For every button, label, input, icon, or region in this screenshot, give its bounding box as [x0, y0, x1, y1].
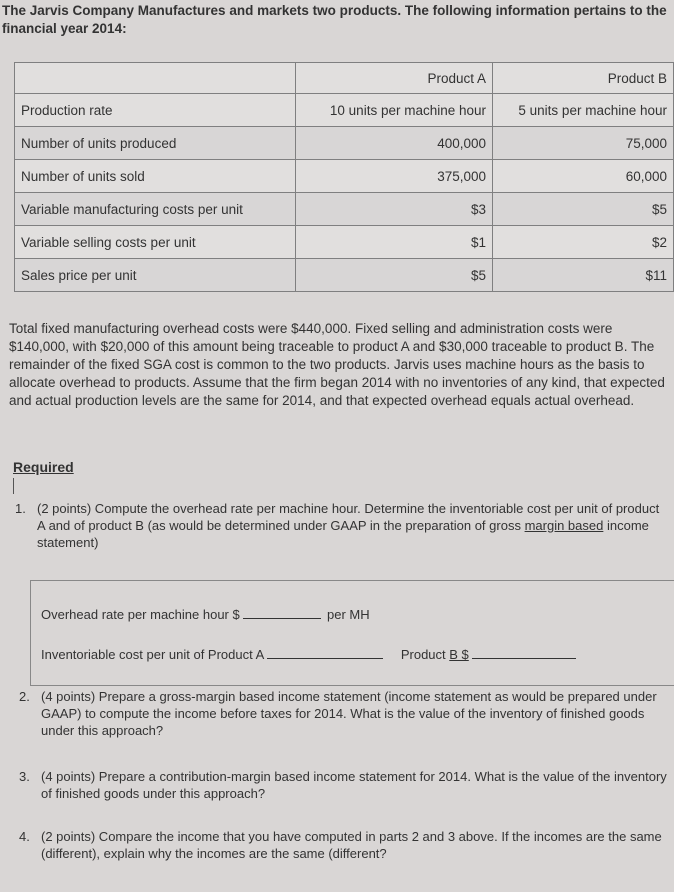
product-b-value: $5 — [493, 193, 674, 226]
product-b-value: $11 — [493, 259, 674, 292]
inventoriable-cost-b-blank[interactable] — [472, 658, 576, 659]
product-a-value: 375,000 — [296, 160, 493, 193]
inventoriable-cost-a-blank[interactable] — [267, 658, 383, 659]
overhead-rate-blank[interactable] — [243, 618, 321, 619]
intro-line-1: The Jarvis Company Manufactures and markets two products. The following information pertains to the — [2, 3, 667, 18]
inventoriable-cost-b-prefix: Product — [400, 647, 450, 662]
question-number: 4. — [19, 829, 30, 844]
product-b-value: 5 units per machine hour — [493, 94, 674, 127]
product-a-value: $1 — [296, 226, 493, 259]
product-a-value: $3 — [296, 193, 493, 226]
row-label: Production rate — [15, 94, 296, 127]
question-number: 3. — [19, 769, 30, 784]
row-label: Sales price per unit — [15, 259, 296, 292]
question-underlined-text: margin based — [524, 518, 604, 533]
product-b-value: 60,000 — [493, 160, 674, 193]
header-product-b: Product B — [493, 63, 674, 94]
overhead-rate-unit: per MH — [326, 607, 370, 622]
table-row — [15, 226, 674, 259]
question-4 — [19, 828, 669, 862]
table-row — [15, 259, 674, 292]
overhead-rate-label: Overhead rate per machine hour $ — [41, 607, 240, 622]
question-text-tail: income statement) — [37, 518, 649, 550]
row-label: Variable selling costs per unit — [15, 226, 296, 259]
table-row — [15, 193, 674, 226]
product-a-value: $5 — [296, 259, 493, 292]
table-row — [15, 94, 674, 127]
question-2 — [19, 688, 669, 739]
cursor-mark — [13, 478, 14, 494]
intro-text — [2, 2, 674, 38]
question-text: (2 points) Compare the income that you have computed in parts 2 and 3 above. If the incomes are the same (different), explain why the incomes are the same (different? — [41, 829, 662, 861]
row-label: Variable manufacturing costs per unit — [15, 193, 296, 226]
problem-paragraph: Total fixed manufacturing overhead costs were $440,000. Fixed selling and administration costs were $140,000, with $20,000 of this amount being traceable to product A and $30,000 traceable to product B. The remainder of the fixed SGA cost is common to the two products. Jarvis uses machine hours as the basis to allocate overhead to products. Assume that the firm began 2014 with no inventories of any kind, that expected and actual production levels are the same for 2014, and that expected overhead equals actual overhead. — [9, 321, 665, 408]
question-text: (2 points) Compute the overhead rate per machine hour. Determine the inventoriable cost per unit of product A and of product B (as would be determined under GAAP in the preparation of gross — [37, 501, 660, 533]
question-text: (4 points) Prepare a contribution-margin based income statement for 2014. What is the value of the inventory of finished goods under this approach? — [41, 769, 667, 801]
inventoriable-cost-a-label: Inventoriable cost per unit of Product A — [41, 647, 264, 662]
inventoriable-cost-line — [41, 647, 576, 662]
question-3 — [19, 768, 669, 802]
row-label: Number of units sold — [15, 160, 296, 193]
inventoriable-cost-b-letter: B $ — [449, 647, 469, 662]
overhead-rate-line — [41, 607, 370, 622]
row-label: Number of units produced — [15, 127, 296, 160]
product-a-value: 10 units per machine hour — [296, 94, 493, 127]
required-heading: Required — [13, 459, 74, 475]
question-1 — [15, 500, 665, 551]
header-cell-blank — [15, 63, 296, 94]
question-number: 2. — [19, 689, 30, 704]
product-b-value: $2 — [493, 226, 674, 259]
table-header-row — [15, 63, 674, 94]
table-row — [15, 160, 674, 193]
product-data-table — [14, 62, 674, 286]
header-product-a: Product A — [296, 63, 493, 94]
question-text: (4 points) Prepare a gross-margin based income statement (income statement as would be prepared under GAAP) to compute the income before taxes for 2014. What is the value of the inventory of finished goods under this approach? — [41, 689, 657, 738]
intro-line-2: financial year 2014: — [2, 21, 127, 36]
answer-box — [30, 580, 674, 686]
table-row — [15, 127, 674, 160]
product-a-value: 400,000 — [296, 127, 493, 160]
product-b-value: 75,000 — [493, 127, 674, 160]
question-number: 1. — [15, 501, 26, 516]
